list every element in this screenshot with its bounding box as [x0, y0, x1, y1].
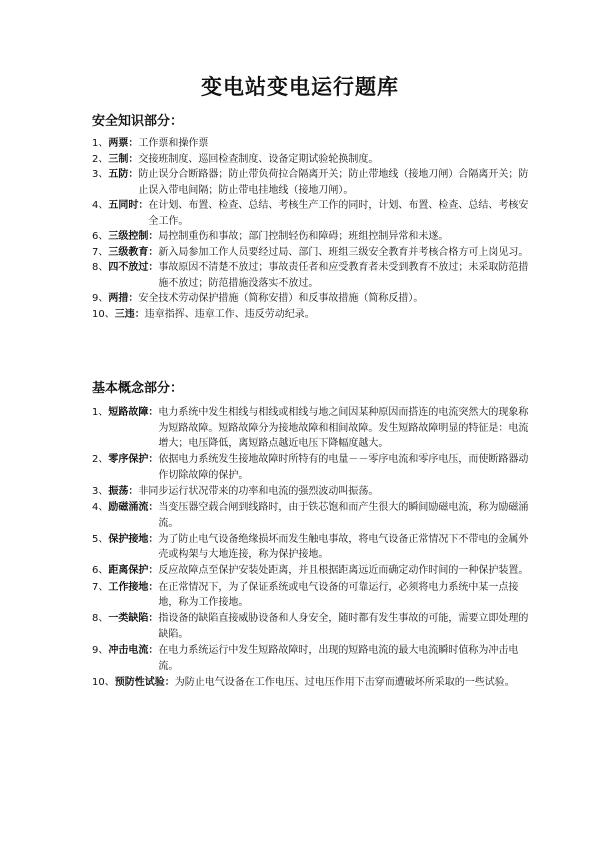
list-item: [92, 500, 532, 531]
item-term: 短路故障: [108, 407, 149, 418]
item-definition: 事故原因不清楚不放过；事故责任者和应受教育者未受到教育不放过；未采取防范措施不放过；防范措施没落实不放过。: [158, 262, 529, 289]
list-item: [92, 136, 532, 152]
item-separator: ：: [164, 676, 175, 688]
item-separator: ：: [148, 613, 159, 625]
page-title: 变电站变电运行题库: [201, 74, 399, 99]
list-item: [92, 405, 532, 452]
item-separator: ：: [148, 262, 159, 273]
item-definition: 当变压器空载合闸到线路时，由于铁芯饱和而产生很大的瞬间励磁电流，称为励磁涌流。: [158, 502, 529, 529]
item-number: 6、: [92, 231, 109, 242]
item-term: 三违: [114, 308, 135, 320]
item-term: 保护接地: [108, 533, 149, 545]
item-separator: ：: [148, 231, 159, 242]
item-number: 7、: [92, 246, 109, 258]
list-item: [92, 291, 532, 307]
list-item: [92, 245, 532, 261]
item-definition: 为了防止电气设备绝缘损坏而发生触电事故，将电气设备正常情况下不带电的金属外壳或构架与大地连接，称为保护接地。: [158, 533, 529, 561]
item-number: 10、: [92, 308, 115, 320]
safety-knowledge-list: [92, 136, 532, 322]
item-definition: 非同步运行状况带来的功率和电流的强烈波动叫振荡。: [138, 485, 379, 497]
item-term: 三制: [108, 153, 129, 165]
item-definition: 工作票和操作票: [138, 138, 209, 149]
list-item: [92, 580, 532, 611]
list-item: [92, 167, 532, 198]
item-number: 2、: [92, 454, 109, 466]
list-item: [92, 675, 532, 691]
list-item: [92, 532, 532, 563]
item-definition: 为防止电气设备在工作电压、过电压作用下击穿而遭破坏所采取的一些试验。: [174, 676, 515, 688]
item-definition: 电力系统中发生相线与相线或相线与地之间因某种原因而搭连的电流突然大的现象称为短路故障。短路故障分为接地故障和相间故障。发生短路故障明显的特征是：电流增大；电压降低，离短路点越近电压下降幅度越大。: [158, 407, 529, 450]
item-definition: 在计划、布置、检查、总结、考核生产工作的同时，计划、布置、检查、总结、考核安全工作。: [148, 200, 529, 227]
section-heading-safety: 安全知识部分：: [92, 114, 184, 129]
item-number: 10、: [92, 676, 115, 688]
item-term: 励磁涌流: [108, 502, 149, 514]
item-term: 振荡: [108, 485, 129, 497]
item-definition: 安全技术劳动保护措施（简称安措）和反事故措施（简称反措）。: [138, 293, 424, 304]
item-definition: 违章指挥、违章工作、违反劳动纪录。: [144, 308, 315, 320]
item-number: 8、: [92, 262, 109, 273]
item-term: 冲击电流: [108, 644, 149, 656]
item-separator: ：: [148, 454, 159, 466]
item-number: 4、: [92, 200, 109, 211]
list-item: [92, 643, 532, 674]
item-number: 4、: [92, 502, 109, 514]
item-definition: 在电力系统运行中发生短路故障时，出现的短路电流的最大电流瞬时值称为冲击电流。: [158, 644, 519, 672]
item-term: 四不放过: [108, 262, 149, 273]
item-separator: ：: [138, 200, 149, 211]
list-item: [92, 452, 532, 483]
item-definition: 依据电力系统发生接地故障时所特有的电量－－零序电流和零序电压，而使断路器动作切除故障的保护。: [158, 454, 529, 481]
item-separator: ：: [148, 246, 159, 258]
item-term: 两票: [108, 138, 129, 149]
item-term: 预防性试验: [114, 676, 165, 688]
list-item: [92, 563, 532, 579]
section-heading-concepts: 基本概念部分：: [92, 381, 184, 396]
item-number: 1、: [92, 407, 109, 418]
item-term: 五防: [108, 169, 129, 180]
item-separator: ：: [128, 169, 139, 180]
list-item: [92, 484, 532, 500]
item-number: 7、: [92, 581, 109, 593]
item-separator: ：: [148, 565, 159, 577]
item-separator: ：: [148, 502, 159, 514]
item-definition: 在正常情况下，为了保证系统或电气设备的可靠运行，必须将电力系统中某一点接地，称为工作接地。: [158, 581, 519, 609]
item-separator: ：: [128, 138, 139, 149]
item-separator: ：: [148, 581, 159, 593]
item-term: 一类缺陷: [108, 613, 149, 625]
item-separator: ：: [148, 533, 159, 545]
list-item: [92, 611, 532, 642]
item-separator: ：: [128, 153, 139, 165]
item-number: 9、: [92, 644, 109, 656]
item-number: 5、: [92, 533, 109, 545]
item-definition: 反应故障点至保护安装处距离，并且根据距离远近而确定动作时间的一种保护装置。: [158, 565, 529, 577]
item-number: 3、: [92, 169, 109, 180]
list-item: [92, 260, 532, 291]
item-definition: 交接班制度、巡回检查制度、设备定期试验轮换制度。: [138, 153, 379, 165]
item-number: 6、: [92, 565, 109, 577]
item-number: 2、: [92, 153, 109, 165]
item-term: 工作接地: [108, 581, 149, 593]
item-separator: ：: [134, 308, 145, 320]
item-term: 距离保护: [108, 565, 149, 577]
list-item: [92, 229, 532, 245]
item-separator: ：: [148, 407, 159, 418]
item-separator: ：: [128, 485, 139, 497]
item-number: 3、: [92, 485, 109, 497]
item-term: 三级控制: [108, 231, 149, 242]
item-definition: 新入局参加工作人员要经过局、部门、班组三级安全教育并考核合格方可上岗见习。: [158, 246, 529, 258]
item-definition: 防止误分合断路器；防止带负荷拉合隔离开关；防止带地线（接地刀闸）合隔离开关；防止误入带电间隔；防止带电挂地线（接地刀闸）。: [138, 169, 529, 196]
list-item: [92, 307, 532, 323]
item-term: 三级教育: [108, 246, 149, 258]
item-number: 8、: [92, 613, 109, 625]
item-definition: 局控制重伤和事故；部门控制轻伤和障碍；班组控制异常和未遂。: [158, 231, 449, 242]
item-separator: ：: [128, 293, 139, 304]
list-item: [92, 198, 532, 229]
item-number: 1、: [92, 138, 109, 149]
list-item: [92, 152, 532, 168]
item-separator: ：: [148, 644, 159, 656]
item-definition: 指设备的缺陷直接威胁设备和人身安全，随时都有发生事故的可能，需要立即处理的缺陷。: [158, 613, 529, 640]
item-number: 9、: [92, 293, 109, 304]
item-term: 两措: [108, 293, 129, 304]
basic-concepts-list: [92, 405, 532, 691]
item-term: 五同时: [108, 200, 139, 211]
item-term: 零序保护: [108, 454, 149, 466]
